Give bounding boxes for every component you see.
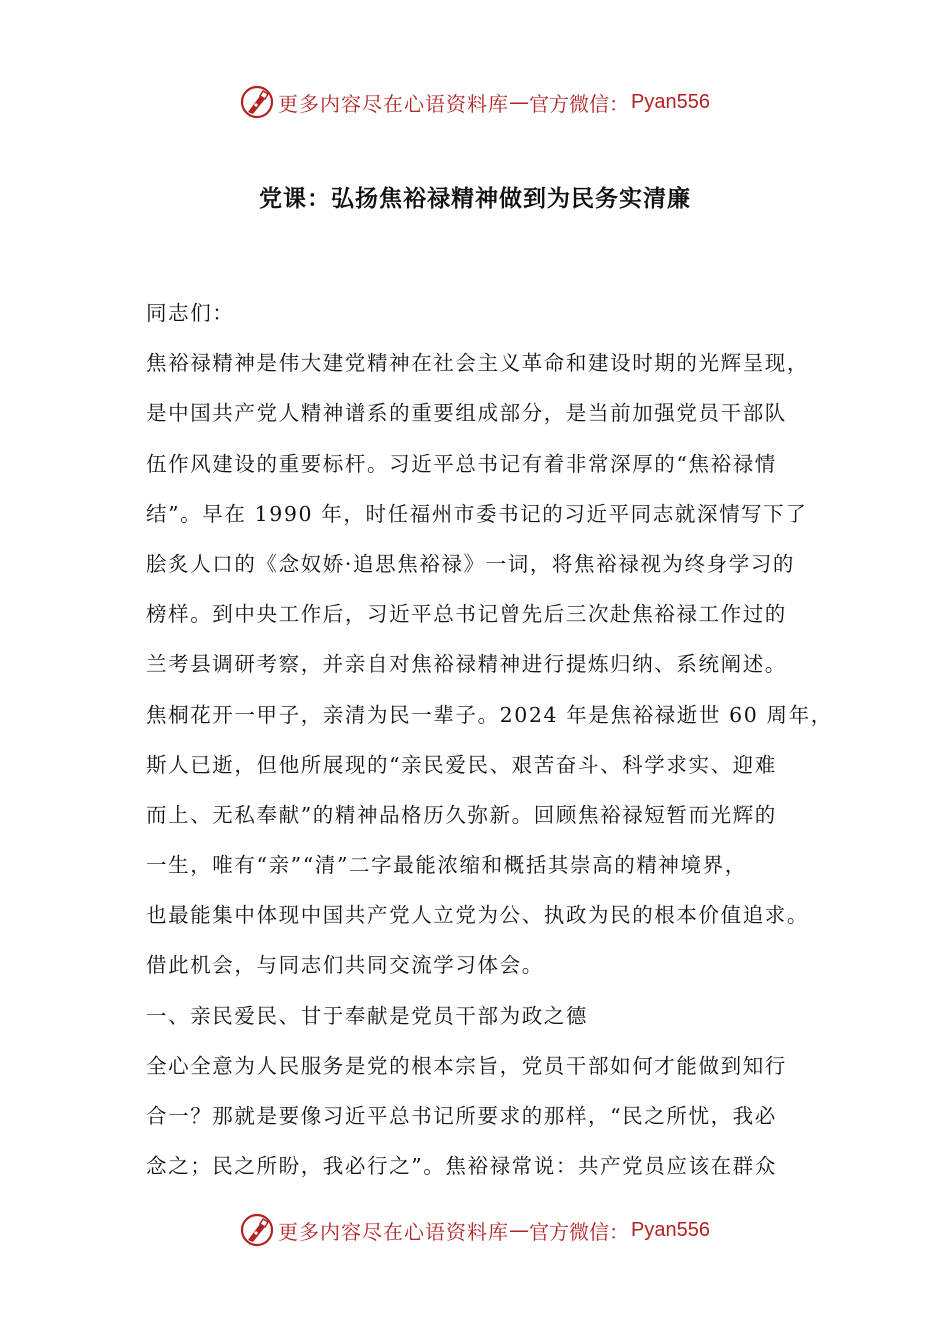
- pen-nib-logo-icon: [240, 1213, 274, 1247]
- body-line: 兰考县调研考察，并亲自对焦裕禄精神进行提炼归纳、系统阐述。: [146, 652, 787, 677]
- banner-text: 更多内容尽在心语资料库: [278, 1219, 510, 1244]
- body-line: 一生，唯有“亲”“清”二字最能浓缩和概括其崇高的精神境界，: [146, 853, 747, 878]
- body-line: 全心全意为人民服务是党的根本宗旨，党员干部如何才能做到知行: [146, 1053, 787, 1078]
- body-line: 借此机会，与同志们共同交流学习体会。: [146, 953, 544, 978]
- body-line: 也最能集中体现中国共产党人立党为公、执政为民的根本价值追求。: [146, 903, 809, 928]
- banner-content: [240, 1213, 710, 1247]
- body-line: 结”。早在 1990 年，时任福州市委书记的习近平同志就深情写下了: [146, 501, 808, 526]
- banner-wechat-label: 官方微信：: [529, 1219, 630, 1244]
- banner-wechat-id: Pyan556: [631, 1218, 710, 1241]
- body-line: 念之；民之所盼，我必行之”。焦裕禄常说：共产党员应该在群众: [146, 1154, 777, 1179]
- banner-wechat-label: 官方微信：: [529, 91, 630, 116]
- banner-separator: —: [509, 1218, 530, 1242]
- body-line: 伍作风建设的重要标杆。习近平总书记有着非常深厚的“焦裕禄情: [146, 451, 777, 476]
- section-heading: 一、亲民爱民、甘于奉献是党员干部为政之德: [146, 1003, 588, 1028]
- body-line: 而上、无私奉献”的精神品格历久弥新。回顾焦裕禄短暂而光辉的: [146, 802, 777, 827]
- banner-wechat-id: Pyan556: [631, 90, 710, 113]
- banner-text: 更多内容尽在心语资料库: [278, 91, 510, 116]
- body-line: 斯人已逝，但他所展现的“亲民爱民、艰苦奋斗、科学求实、迎难: [146, 752, 777, 777]
- footer-watermark-banner: [0, 1210, 950, 1250]
- body-line: 是中国共产党人精神谱系的重要组成部分，是当前加强党员干部队: [146, 401, 787, 426]
- pen-nib-logo-icon: [240, 85, 274, 119]
- body-line: 合一？那就是要像习近平总书记所要求的那样，“民之所忧，我必: [146, 1104, 777, 1128]
- banner-content: [240, 85, 710, 119]
- document-body: [146, 292, 836, 1195]
- salutation-line: 同志们：: [146, 301, 235, 325]
- body-line: 焦桐花开一甲子，亲清为民一辈子。2024 年是焦裕禄逝世 60 周年，: [146, 702, 833, 727]
- body-line: 脍炙人口的《念奴娇·追思焦裕禄》一词，将焦裕禄视为终身学习的: [146, 551, 796, 576]
- body-line: 榜样。到中央工作后，习近平总书记曾先后三次赴焦裕禄工作过的: [146, 602, 787, 627]
- body-line: 焦裕禄精神是伟大建党精神在社会主义革命和建设时期的光辉呈现，: [146, 351, 809, 376]
- banner-separator: —: [509, 90, 530, 114]
- document-title: 党课：弘扬焦裕禄精神做到为民务实清廉: [259, 185, 691, 212]
- header-watermark-banner: [0, 82, 950, 122]
